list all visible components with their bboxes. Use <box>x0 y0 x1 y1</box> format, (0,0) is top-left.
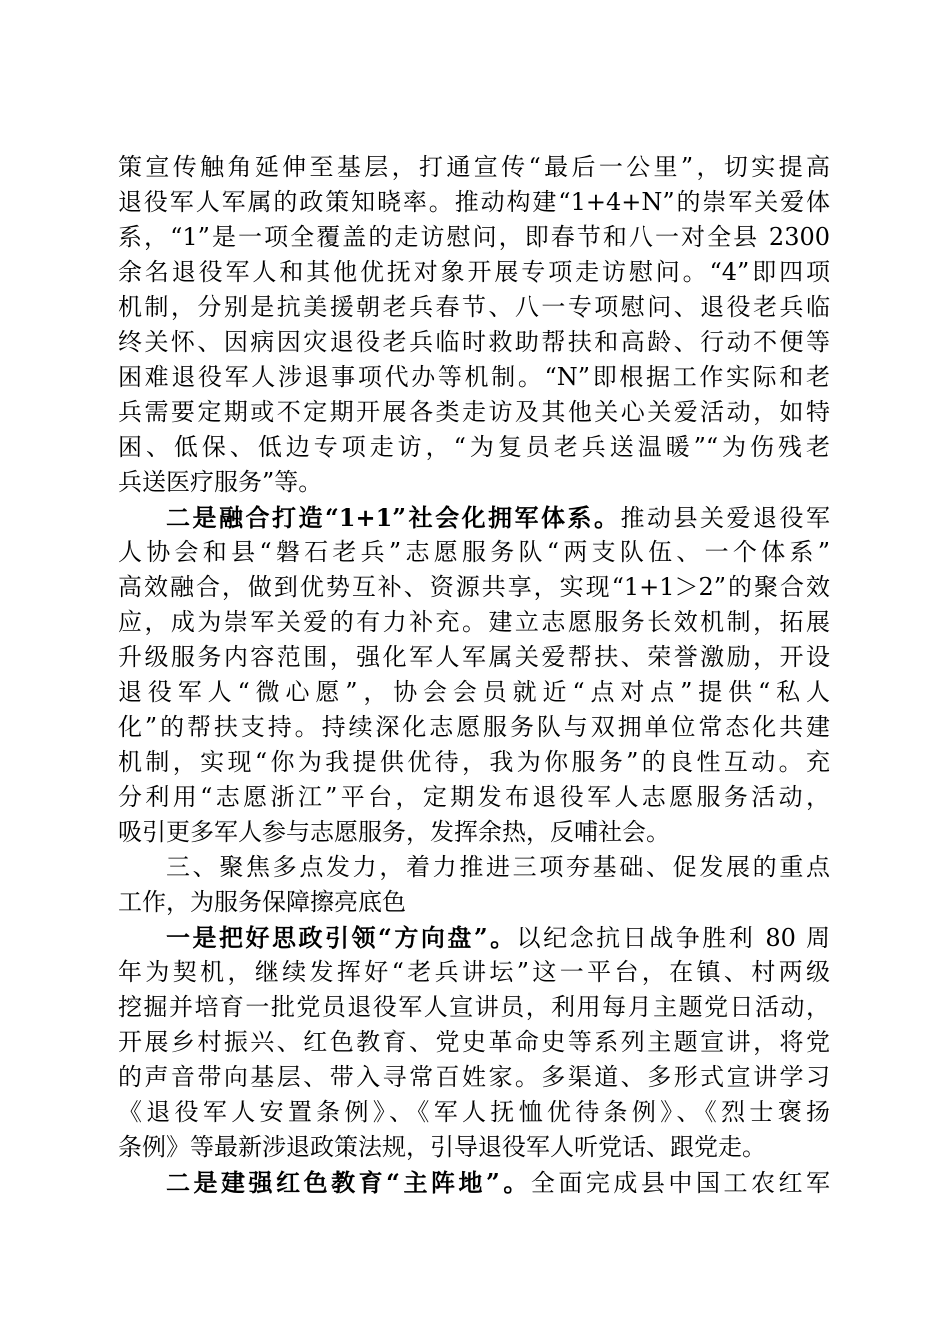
text-line: 退役军人“微心愿”，协会会员就近“点对点”提供“私人 <box>118 678 830 706</box>
section-heading-3 <box>118 850 830 920</box>
paragraph-heading: 一是把好思政引领“方向盘”。 <box>166 923 517 952</box>
text-line <box>118 500 830 535</box>
text-line: 系，“1”是一项全覆盖的走访慰问，即春节和八一对全县 2300 <box>118 223 830 251</box>
text-line: 分利用“志愿浙江”平台，定期发布退役军人志愿服务活动， <box>118 783 830 811</box>
text-line: 的声音带向基层、带入寻常百姓家。多渠道、多形式宣讲学习 <box>118 1063 830 1091</box>
paragraph-2 <box>118 500 830 850</box>
paragraph-heading: 二是建强红色教育“主阵地”。 <box>166 1168 531 1197</box>
text-line <box>118 920 830 955</box>
text-line: 终关怀、因病因灾退役老兵临时救助帮扶和高龄、行动不便等 <box>118 328 830 356</box>
text-run: 全面完成县中国工农红军 <box>530 1169 830 1197</box>
section-title-line: 工作，为服务保障擦亮底色 <box>118 888 406 916</box>
text-line: 《退役军人安置条例》、《军人抚恤优待条例》、《烈士褒扬 <box>118 1098 830 1126</box>
text-line <box>118 1165 830 1200</box>
text-run: 推动县关爱退役军 <box>620 504 830 532</box>
text-line: 退役军人军属的政策知晓率。推动构建“1+4+N”的崇军关爱体 <box>118 188 830 216</box>
paragraph-5 <box>118 1165 830 1200</box>
paragraph-heading: 二是融合打造“1+1”社会化拥军体系。 <box>166 503 621 532</box>
text-line: 兵送医疗服务”等。 <box>118 468 323 496</box>
text-line: 高效融合，做到优势互补、资源共享，实现“1+1＞2”的聚合效 <box>118 573 830 601</box>
text-line: 机制，分别是抗美援朝老兵春节、八一专项慰问、退役老兵临 <box>118 293 830 321</box>
text-line: 年为契机，继续发挥好“老兵讲坛”这一平台，在镇、村两级 <box>118 958 830 986</box>
document-page <box>118 150 830 1200</box>
text-line: 挖掘并培育一批党员退役军人宣讲员，利用每月主题党日活动， <box>118 993 830 1021</box>
text-run: 以纪念抗日战争胜利 80 周 <box>516 924 830 952</box>
paragraph-4 <box>118 920 830 1165</box>
text-line: 兵需要定期或不定期开展各类走访及其他关心关爱活动，如特 <box>118 398 830 426</box>
text-line: 升级服务内容范围，强化军人军属关爱帮扶、荣誉激励，开设 <box>118 643 830 671</box>
text-line: 策宣传触角延伸至基层，打通宣传“最后一公里”，切实提高 <box>118 153 830 181</box>
text-line: 应，成为崇军关爱的有力补充。建立志愿服务长效机制，拓展 <box>118 608 830 636</box>
text-line: 余名退役军人和其他优抚对象开展专项走访慰问。“4”即四项 <box>118 258 830 286</box>
text-line: 开展乡村振兴、红色教育、党史革命史等系列主题宣讲，将党 <box>118 1028 830 1056</box>
text-line: 条例》等最新涉退政策法规，引导退役军人听党话、跟党走。 <box>118 1133 766 1161</box>
text-line: 吸引更多军人参与志愿服务，发挥余热，反哺社会。 <box>118 818 670 846</box>
text-line: 机制，实现“你为我提供优待，我为你服务”的良性互动。充 <box>118 748 830 776</box>
section-title-line: 三、聚焦多点发力，着力推进三项夯基础、促发展的重点 <box>166 853 830 881</box>
paragraph-1 <box>118 150 830 500</box>
text-line: 困难退役军人涉退事项代办等机制。“N”即根据工作实际和老 <box>118 363 830 391</box>
text-line: 化”的帮扶支持。持续深化志愿服务队与双拥单位常态化共建 <box>118 713 830 741</box>
text-line: 困、低保、低边专项走访，“为复员老兵送温暖”“为伤残老 <box>118 433 830 461</box>
text-line: 人协会和县“磐石老兵”志愿服务队“两支队伍、一个体系” <box>118 538 830 566</box>
